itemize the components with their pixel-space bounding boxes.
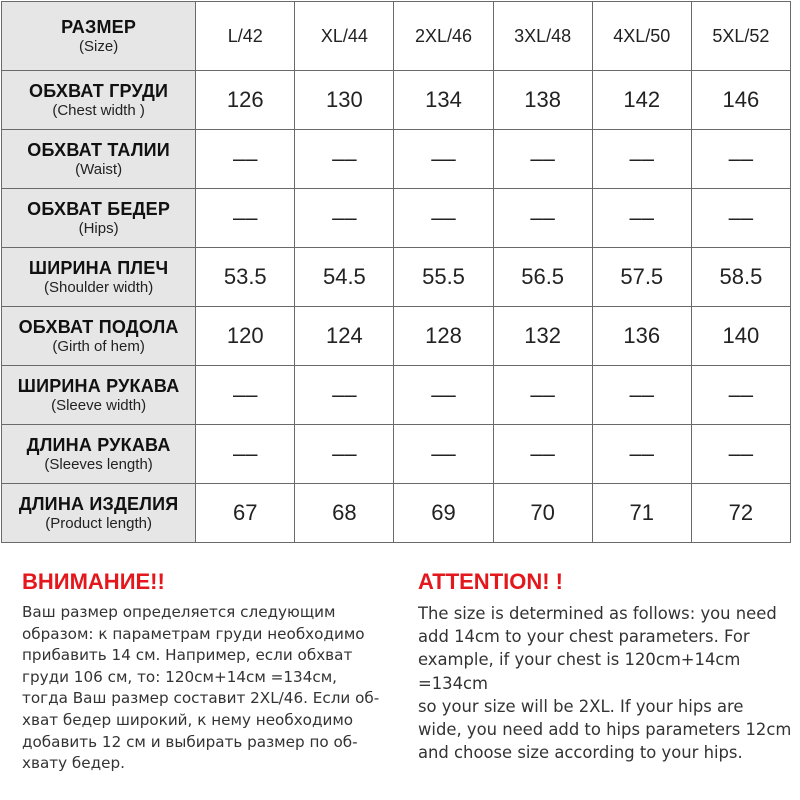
table-cell: 57.5 — [592, 248, 691, 307]
table-cell: –– — [592, 366, 691, 425]
table-cell: 68 — [295, 484, 394, 543]
table-cell: –– — [493, 425, 592, 484]
table-cell: 126 — [196, 71, 295, 130]
note-russian — [22, 563, 402, 775]
table-cell: 128 — [394, 307, 493, 366]
size-header-cell: XL/44 — [295, 2, 394, 71]
table-cell: 56.5 — [493, 248, 592, 307]
row-label-ru: ОБХВАТ БЕДЕР — [27, 198, 171, 219]
attention-title-en: ATTENTION! ! — [418, 569, 564, 594]
row-label-ru: ОБХВАТ ПОДОЛА — [18, 316, 179, 337]
table-cell: 55.5 — [394, 248, 493, 307]
row-label-size — [2, 2, 196, 71]
table-cell: 136 — [592, 307, 691, 366]
row-label-en: (Sleeves length) — [44, 455, 153, 473]
table-cell: 54.5 — [295, 248, 394, 307]
row-label-ru: ДЛИНА РУКАВА — [26, 434, 171, 455]
row-label-en: (Hips) — [78, 219, 119, 237]
row-label-en: (Sleeve width) — [51, 396, 147, 414]
size-header-cell: L/42 — [196, 2, 295, 71]
row-label-ru: ДЛИНА ИЗДЕЛИЯ — [18, 493, 179, 514]
table-cell: 67 — [196, 484, 295, 543]
row-label-en: (Waist) — [75, 160, 123, 178]
table-cell: 69 — [394, 484, 493, 543]
table-row-product-length — [2, 484, 791, 543]
table-row-shoulder-width — [2, 248, 791, 307]
table-cell: –– — [394, 189, 493, 248]
row-label-ru: РАЗМЕР — [61, 16, 137, 37]
table-cell: –– — [295, 425, 394, 484]
table-cell: –– — [592, 130, 691, 189]
table-cell: –– — [691, 425, 790, 484]
table-cell: 138 — [493, 71, 592, 130]
size-chart-table — [1, 1, 791, 543]
table-cell: –– — [394, 366, 493, 425]
table-cell: –– — [196, 425, 295, 484]
table-cell: –– — [592, 189, 691, 248]
row-label-en: (Shoulder width) — [43, 278, 154, 296]
row-label-hips — [2, 189, 196, 248]
table-row-chest-width — [2, 71, 791, 130]
row-label-ru: ШИРИНА ПЛЕЧ — [28, 257, 169, 278]
attention-text-ru: Ваш размер определяется следующим образом: к параметрам груди необходимо прибавить 14 см. Например, если обхват груди 106 см, то: 120см+14см =134см, тогда Ваш размер составит 2XL/46. Если об- хват бедер широкий, к нему необходимо добавить 12 см и выбирать размер по об- хвату бедер. — [22, 603, 380, 773]
table-cell: 124 — [295, 307, 394, 366]
row-label-en: (Chest width ) — [52, 101, 145, 119]
table-row-waist — [2, 130, 791, 189]
table-cell: –– — [691, 189, 790, 248]
attention-title-ru: ВНИМАНИЕ!! — [22, 569, 165, 594]
table-cell: 53.5 — [196, 248, 295, 307]
row-label-en: (Product length) — [45, 514, 152, 532]
table-cell: –– — [691, 130, 790, 189]
table-cell: –– — [394, 130, 493, 189]
table-cell: –– — [691, 366, 790, 425]
table-cell: 71 — [592, 484, 691, 543]
table-cell: 146 — [691, 71, 790, 130]
table-cell: 58.5 — [691, 248, 790, 307]
row-label-waist — [2, 130, 196, 189]
attention-text-en: The size is determined as follows: you need add 14cm to your chest parameters. For example, if your chest is 120cm+14cm =134cm so your size will be 2XL. If your hips are wide, you need add to hips parameters 12cm and choose size according to your hips. — [418, 604, 792, 763]
row-label-sleeves-length — [2, 425, 196, 484]
table-cell: 130 — [295, 71, 394, 130]
table-cell: –– — [295, 130, 394, 189]
row-label-shoulder-width — [2, 248, 196, 307]
row-label-ru: ШИРИНА РУКАВА — [17, 375, 180, 396]
row-label-product-length — [2, 484, 196, 543]
row-label-sleeve-width — [2, 366, 196, 425]
row-label-en: (Girth of hem) — [52, 337, 145, 355]
size-header-cell: 4XL/50 — [592, 2, 691, 71]
size-header-cell: 5XL/52 — [691, 2, 790, 71]
table-cell: 120 — [196, 307, 295, 366]
table-cell: –– — [295, 189, 394, 248]
table-cell: –– — [493, 189, 592, 248]
table-row-sleeves-length — [2, 425, 791, 484]
table-cell: –– — [196, 189, 295, 248]
row-label-en: (Size) — [79, 37, 119, 55]
table-cell: 142 — [592, 71, 691, 130]
row-label-chest-width — [2, 71, 196, 130]
note-english — [418, 563, 800, 764]
table-row-hips — [2, 189, 791, 248]
table-cell: 70 — [493, 484, 592, 543]
table-row-sleeve-width — [2, 366, 791, 425]
table-cell: –– — [394, 425, 493, 484]
row-label-girth-of-hem — [2, 307, 196, 366]
table-cell: –– — [493, 366, 592, 425]
row-label-ru: ОБХВАТ ТАЛИИ — [27, 139, 170, 160]
table-cell: 132 — [493, 307, 592, 366]
table-cell: 140 — [691, 307, 790, 366]
table-cell: –– — [493, 130, 592, 189]
row-label-ru: ОБХВАТ ГРУДИ — [29, 80, 169, 101]
table-row-girth-of-hem — [2, 307, 791, 366]
table-cell: –– — [592, 425, 691, 484]
table-cell: –– — [295, 366, 394, 425]
table-header-row — [2, 2, 791, 71]
table-cell: –– — [196, 366, 295, 425]
table-cell: 134 — [394, 71, 493, 130]
table-cell: 72 — [691, 484, 790, 543]
size-header-cell: 3XL/48 — [493, 2, 592, 71]
notes-section — [0, 563, 800, 800]
table-cell: –– — [196, 130, 295, 189]
size-header-cell: 2XL/46 — [394, 2, 493, 71]
